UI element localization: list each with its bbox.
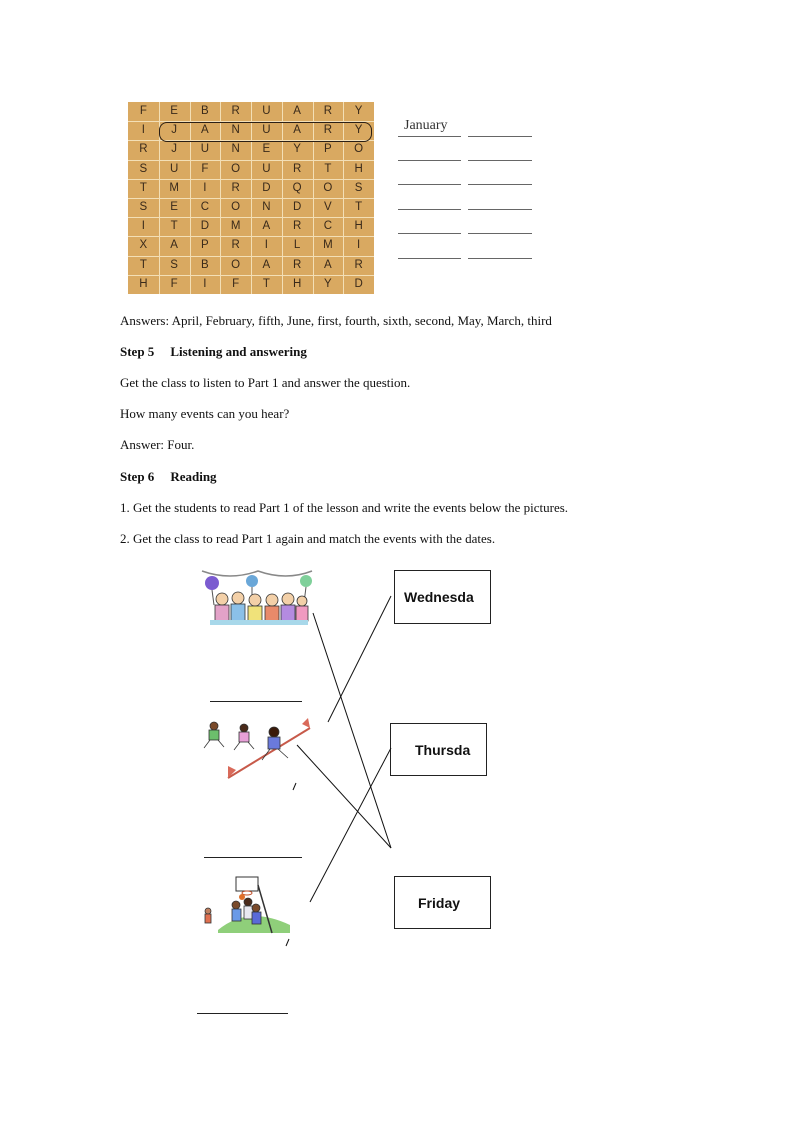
grid-letter: R bbox=[231, 239, 240, 252]
step5-instruction: Get the class to listen to Part 1 and answer the question. bbox=[120, 375, 411, 390]
grid-letter: O bbox=[323, 181, 333, 194]
grid-letter: B bbox=[201, 258, 209, 271]
grid-letter: U bbox=[262, 105, 271, 117]
day-label-friday: Friday bbox=[418, 894, 461, 911]
grid-letter: Y bbox=[354, 124, 363, 137]
grid-letter: R bbox=[292, 258, 302, 271]
step6-label: Step 6 bbox=[120, 469, 155, 484]
grid-letter: C bbox=[200, 201, 210, 213]
grid-letter: A bbox=[293, 124, 301, 137]
grid-letter: J bbox=[171, 143, 177, 156]
grid-letter: O bbox=[354, 143, 364, 156]
grid-letter: M bbox=[169, 181, 179, 194]
grid-letter: N bbox=[231, 143, 240, 156]
grid-letter: F bbox=[170, 277, 178, 290]
grid-letter: F bbox=[232, 277, 240, 290]
grid-letter: E bbox=[170, 201, 178, 213]
grid-letter: R bbox=[231, 181, 240, 194]
grid-letter: O bbox=[231, 162, 241, 175]
match-line-basketball-thursday bbox=[310, 748, 391, 902]
grid-letter: P bbox=[324, 143, 332, 156]
grid-letter: R bbox=[231, 105, 240, 117]
grid-letter: T bbox=[262, 277, 270, 290]
day-label-wednesday: Wednesda bbox=[404, 589, 474, 605]
grid-letter: T bbox=[324, 162, 332, 175]
step5-label: Step 5 bbox=[120, 344, 155, 359]
grid-letter: A bbox=[201, 124, 209, 137]
grid-letter: F bbox=[201, 162, 209, 175]
grid-letter: T bbox=[355, 201, 363, 213]
stray-mark-2 bbox=[286, 939, 289, 946]
grid-letter: Y bbox=[354, 105, 363, 117]
grid-letter: D bbox=[262, 181, 271, 194]
grid-letter: Y bbox=[293, 143, 301, 156]
grid-letter: X bbox=[139, 239, 148, 252]
grid-letter: B bbox=[201, 105, 209, 117]
grid-letter: S bbox=[139, 162, 148, 175]
step5-question: How many events can you hear? bbox=[120, 406, 290, 421]
grid-letter: A bbox=[293, 105, 301, 117]
grid-letter: Y bbox=[324, 277, 332, 290]
grid-letter: L bbox=[293, 239, 301, 252]
grid-letter: Q bbox=[292, 181, 302, 194]
grid-letter: R bbox=[323, 124, 333, 137]
grid-letter: M bbox=[230, 220, 241, 233]
grid-letter: S bbox=[139, 201, 148, 213]
grid-letter: V bbox=[324, 201, 332, 213]
grid-letter: R bbox=[323, 105, 333, 117]
grid-letter: A bbox=[324, 258, 332, 271]
grid-letter: U bbox=[200, 143, 210, 156]
grid-letter: U bbox=[169, 162, 179, 175]
match-line-race-wednesday bbox=[328, 596, 391, 722]
grid-letter: H bbox=[354, 220, 363, 233]
grid-letter: A bbox=[262, 220, 271, 233]
grid-letter: H bbox=[139, 277, 148, 290]
grid-letter: H bbox=[354, 162, 363, 175]
grid-letter: M bbox=[323, 239, 333, 252]
grid-letter: F bbox=[139, 105, 147, 117]
grid-letter: A bbox=[170, 239, 178, 252]
grid-letter: R bbox=[354, 258, 363, 271]
step6-item1: 1. Get the students to read Part 1 of the lesson and write the events below the pictures. bbox=[120, 500, 569, 515]
grid-letter: R bbox=[139, 143, 148, 156]
match-line-party-friday bbox=[313, 613, 391, 848]
grid-letter: S bbox=[354, 181, 363, 194]
step5-title: Listening and answering bbox=[170, 344, 307, 359]
grid-letter: C bbox=[323, 220, 333, 233]
step6-title: Reading bbox=[170, 469, 217, 484]
grid-letter: I bbox=[141, 220, 145, 233]
grid-letter: E bbox=[262, 143, 271, 156]
grid-letter: O bbox=[231, 201, 241, 213]
grid-letter: T bbox=[139, 181, 147, 194]
grid-letter: N bbox=[262, 201, 271, 213]
grid-letter: U bbox=[262, 162, 271, 175]
grid-letter: E bbox=[170, 105, 178, 117]
grid-letter: I bbox=[203, 181, 207, 194]
grid-letter: I bbox=[141, 124, 145, 137]
grid-letter: D bbox=[292, 201, 302, 213]
grid-letter: J bbox=[171, 124, 177, 137]
stray-mark-1 bbox=[293, 783, 296, 790]
grid-letter: O bbox=[231, 258, 241, 271]
grid-letter: I bbox=[357, 239, 361, 252]
answers-line: Answers: April, February, fifth, June, first, fourth, sixth, second, May, March, third bbox=[120, 313, 552, 328]
match-line-race-friday bbox=[297, 745, 391, 848]
step6-item2: 2. Get the class to read Part 1 again and match the events with the dates. bbox=[120, 531, 496, 546]
grid-letter: H bbox=[292, 277, 302, 290]
day-label-thursday: Thursda bbox=[415, 741, 471, 758]
grid-letter: I bbox=[264, 239, 268, 252]
grid-letter: R bbox=[292, 162, 302, 175]
grid-letter: S bbox=[170, 258, 178, 271]
grid-letter: I bbox=[203, 277, 207, 290]
step5-answer: Answer: Four. bbox=[120, 437, 195, 452]
grid-letter: T bbox=[139, 258, 147, 271]
grid-letter: U bbox=[262, 124, 271, 137]
grid-letter: A bbox=[262, 258, 271, 271]
grid-letter: D bbox=[354, 277, 363, 290]
example-answer: January bbox=[404, 118, 448, 133]
grid-letter: T bbox=[170, 220, 178, 233]
grid-letter: N bbox=[231, 124, 240, 137]
grid-letter: P bbox=[201, 239, 209, 252]
grid-letter: R bbox=[292, 220, 302, 233]
grid-letter: D bbox=[200, 220, 210, 233]
